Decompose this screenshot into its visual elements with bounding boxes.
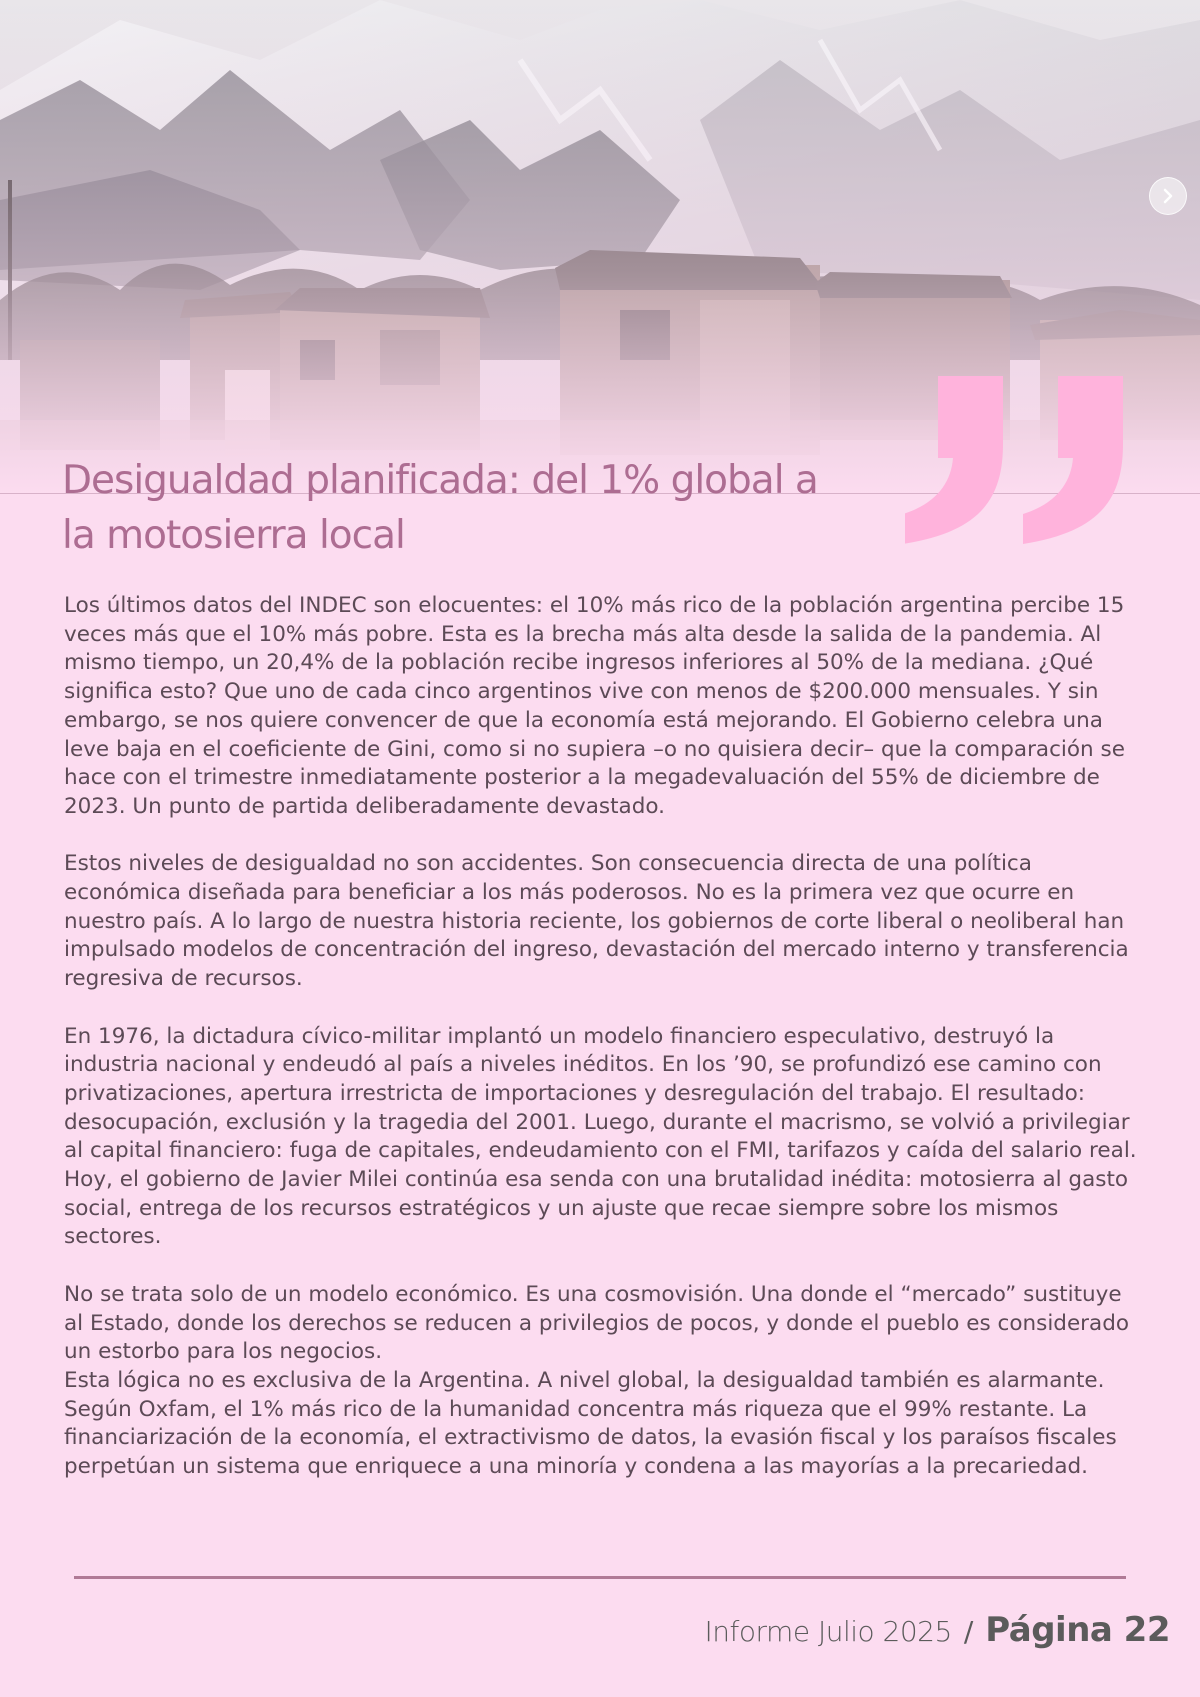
paragraph-5: Esta lógica no es exclusiva de la Argentina. A nivel global, la desigualdad también es alarmante. Según Oxfam, el 1% más rico de la humanidad concentra más riqueza que el 99% restante. La financiarización de la economía, el extractivismo de datos, la evasión fiscal y los paraísos fiscales perpetúan un sistema que enriquece a una minoría y condena a las mayorías a la precariedad.	[64, 1367, 1117, 1480]
paragraph-4: No se trata solo de un modelo económico. Es una cosmovisión. Una donde el “mercado” sustituye al Estado, donde los derechos se reducen a privilegios de pocos, y donde el pueblo es considerado un estorbo para los negocios.	[64, 1281, 1129, 1365]
article-title	[62, 453, 942, 563]
carousel-next-button[interactable]	[1149, 177, 1187, 215]
page-footer	[705, 1610, 1170, 1654]
article-body	[64, 592, 1144, 1482]
page-number: Página 22	[985, 1610, 1170, 1650]
article-title-line-2: la motosierra local	[62, 513, 405, 558]
article-title-line-1: Desigualdad planificada: del 1% global a	[62, 458, 818, 503]
issue-label: Informe Julio 2025	[704, 1615, 952, 1648]
footer-separator: /	[963, 1615, 974, 1648]
paragraph-1: Los últimos datos del INDEC son elocuentes: el 10% más rico de la población argentina percibe 15 veces más que el 10% más pobre. Esta es la brecha más alta desde la salida de la pandemia. Al mismo tiempo, un 20,4% de la población recibe ingresos inferiores al 50% de la mediana. ¿Qué significa esto? Que uno de cada cinco argentinos vive con menos de $200.000 mensuales. Y sin embargo, se nos quiere convencer de que la economía está mejorando. El Gobierno celebra una leve baja en el coeficiente de Gini, como si no supiera –o no quisiera decir– que la comparación se hace con el trimestre inmediatamente posterior a la megadevaluación del 55% de diciembre de 2023. Un punto de partida deliberadamente devastado.	[64, 593, 1125, 819]
paragraph-3: En 1976, la dictadura cívico-militar implantó un modelo financiero especulativo, destruyó la industria nacional y endeudó al país a niveles inéditos. En los ’90, se profundizó ese camino con privatizaciones, apertura irrestricta de importaciones y desregulación del trabajo. El resultado: desocupación, exclusión y la tragedia del 2001. Luego, durante el macrismo, se volvió a privilegiar al capital financiero: fuga de capitales, endeudamiento con el FMI, tarifazos y caída del salario real. Hoy, el gobierno de Javier Milei continúa esa senda con una brutalidad inédita: motosierra al gasto social, entrega de los recursos estratégicos y un ajuste que recae siempre sobre los mismos sectores.	[64, 1023, 1137, 1250]
paragraph-2: Estos niveles de desigualdad no son accidentes. Son consecuencia directa de una política económica diseñada para beneficiar a los más poderosos. No es la primera vez que ocurre en nuestro país. A lo largo de nuestra historia reciente, los gobiernos de corte liberal o neoliberal han impulsado modelos de concentración del ingreso, devastación del mercado interno y transferencia regresiva de recursos.	[64, 851, 1129, 992]
footer-rule	[74, 1576, 1126, 1579]
chevron-right-icon	[1160, 188, 1176, 204]
